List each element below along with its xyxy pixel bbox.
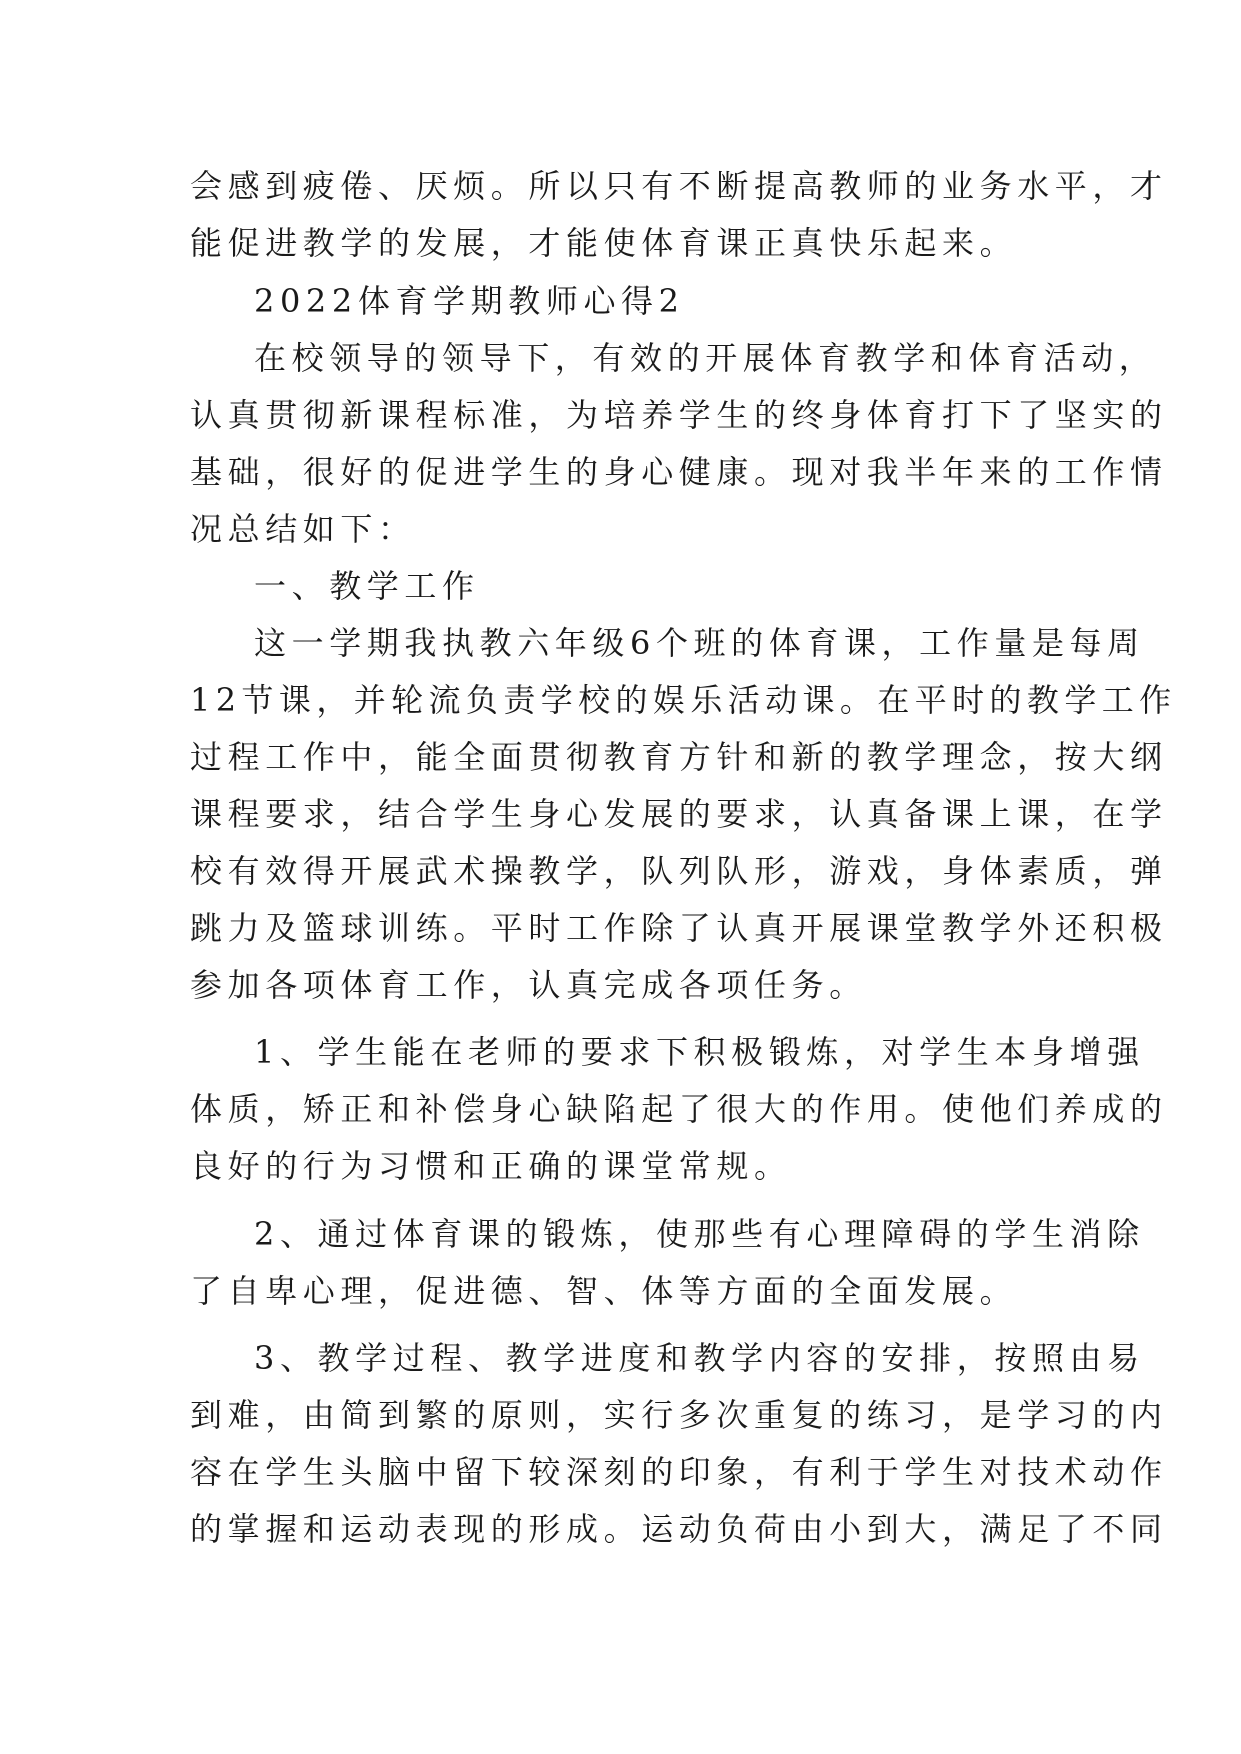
text-line: 跳力及篮球训练。平时工作除了认真开展课堂教学外还积极 bbox=[190, 909, 1168, 947]
text-line: 12节课，并轮流负责学校的娱乐活动课。在平时的教学工作 bbox=[190, 681, 1177, 719]
text-line: 2、通过体育课的锻炼，使那些有心理障碍的学生消除 bbox=[254, 1215, 1145, 1253]
text-line: 这一学期我执教六年级6个班的体育课，工作量是每周 bbox=[254, 624, 1145, 662]
text-line: 1、学生能在老师的要求下积极锻炼，对学生本身增强 bbox=[254, 1033, 1145, 1071]
text-line: 良好的行为习惯和正确的课堂常规。 bbox=[190, 1147, 792, 1185]
text-line: 认真贯彻新课程标准，为培养学生的终身体育打下了坚实的 bbox=[190, 396, 1168, 434]
subsection-heading: 一、教学工作 bbox=[254, 567, 480, 605]
text-line: 体质，矫正和补偿身心缺陷起了很大的作用。使他们养成的 bbox=[190, 1090, 1168, 1128]
text-line: 了自卑心理，促进德、智、体等方面的全面发展。 bbox=[190, 1272, 1018, 1310]
text-line: 在校领导的领导下，有效的开展体育教学和体育活动， bbox=[254, 339, 1157, 377]
text-line: 基础，很好的促进学生的身心健康。现对我半年来的工作情 bbox=[190, 453, 1168, 491]
text-line: 会感到疲倦、厌烦。所以只有不断提高教师的业务水平，才 bbox=[190, 167, 1168, 205]
text-line: 况总结如下： bbox=[190, 510, 416, 548]
section-heading: 2022体育学期教师心得2 bbox=[254, 282, 685, 320]
text-line: 校有效得开展武术操教学，队列队形，游戏，身体素质，弹 bbox=[190, 852, 1168, 890]
text-line: 3、教学过程、教学进度和教学内容的安排，按照由易 bbox=[254, 1339, 1145, 1377]
text-line: 课程要求，结合学生身心发展的要求，认真备课上课，在学 bbox=[190, 795, 1168, 833]
text-line: 的掌握和运动表现的形成。运动负荷由小到大，满足了不同 bbox=[190, 1510, 1168, 1548]
text-line: 能促进教学的发展，才能使体育课正真快乐起来。 bbox=[190, 224, 1018, 262]
text-line: 容在学生头脑中留下较深刻的印象，有利于学生对技术动作 bbox=[190, 1453, 1168, 1491]
text-line: 过程工作中，能全面贯彻教育方针和新的教学理念，按大纲 bbox=[190, 738, 1168, 776]
text-line: 到难，由简到繁的原则，实行多次重复的练习，是学习的内 bbox=[190, 1396, 1168, 1434]
text-line: 参加各项体育工作，认真完成各项任务。 bbox=[190, 966, 867, 1004]
